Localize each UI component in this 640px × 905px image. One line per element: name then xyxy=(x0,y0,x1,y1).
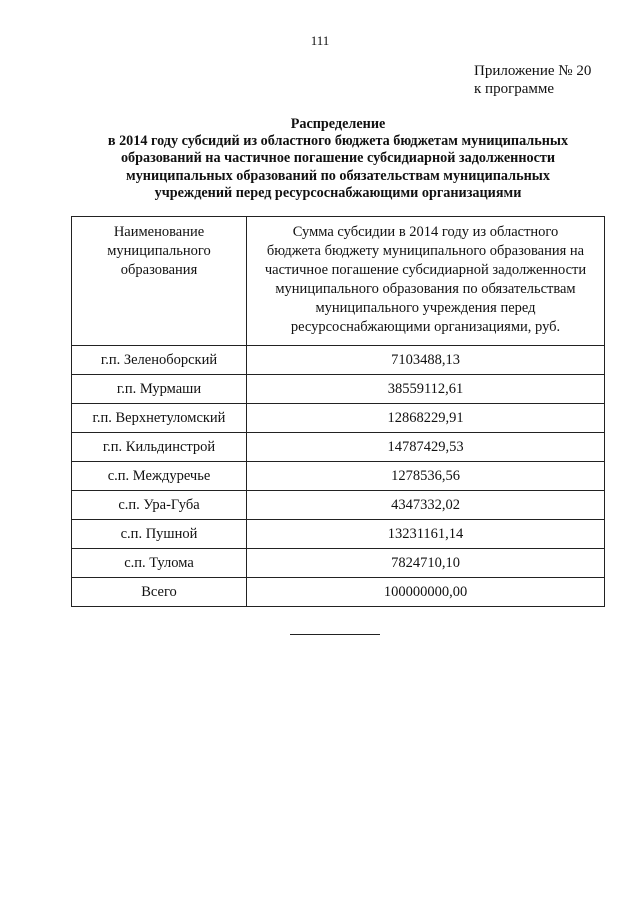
amount-cell: 14787429,53 xyxy=(247,433,605,462)
header-line: бюджета бюджету муниципального образования на xyxy=(266,243,585,259)
header-line: Наименование xyxy=(113,224,205,240)
appendix-number: Приложение № 20 xyxy=(474,63,592,79)
table-row xyxy=(72,346,605,375)
table-header-row xyxy=(72,217,605,346)
table-row xyxy=(72,375,605,404)
title-line: учреждений перед ресурсоснабжающими организациями xyxy=(154,184,522,201)
amount-cell: 4347332,02 xyxy=(247,491,605,520)
total-label-cell: Всего xyxy=(72,578,247,607)
municipality-cell: г.п. Кильдинстрой xyxy=(72,433,247,462)
header-subsidy-amount xyxy=(247,217,605,346)
appendix-reference: к программе xyxy=(474,81,555,97)
municipality-cell: г.п. Верхнетуломский xyxy=(72,404,247,433)
header-line: муниципального образования по обязательствам xyxy=(275,281,576,297)
table-row xyxy=(72,462,605,491)
header-line: муниципального учреждения перед xyxy=(315,300,536,316)
amount-cell: 1278536,56 xyxy=(247,462,605,491)
total-amount-cell: 100000000,00 xyxy=(247,578,605,607)
appendix-note xyxy=(474,62,591,98)
municipality-cell: с.п. Пушной xyxy=(72,520,247,549)
subsidy-table xyxy=(71,216,605,607)
municipality-cell: г.п. Мурмаши xyxy=(72,375,247,404)
table-total-row xyxy=(72,578,605,607)
header-line: ресурсоснабжающими организациями, руб. xyxy=(290,319,561,335)
title-line: муниципальных образований по обязательствам муниципальных xyxy=(126,167,550,184)
table-row xyxy=(72,491,605,520)
page-number: 111 xyxy=(310,33,330,48)
municipality-cell: с.п. Тулома xyxy=(72,549,247,578)
header-line: Сумма субсидии в 2014 году из областного xyxy=(292,224,559,240)
header-line: частичное погашение субсидиарной задолженности xyxy=(264,262,587,278)
header-municipality xyxy=(72,217,247,346)
document-title xyxy=(60,116,616,202)
municipality-cell: с.п. Междуречье xyxy=(72,462,247,491)
table-row xyxy=(72,520,605,549)
header-line: образования xyxy=(120,262,198,278)
title-line: Распределение xyxy=(290,116,386,132)
end-divider xyxy=(290,634,380,635)
municipality-cell: с.п. Ура-Губа xyxy=(72,491,247,520)
amount-cell: 7824710,10 xyxy=(247,549,605,578)
table-row xyxy=(72,404,605,433)
title-line: в 2014 году субсидий из областного бюджета бюджетам муниципальных xyxy=(107,133,569,150)
header-line: муниципального xyxy=(107,243,211,259)
amount-cell: 13231161,14 xyxy=(247,520,605,549)
title-line: образований на частичное погашение субсидиарной задолженности xyxy=(120,150,556,167)
table-row xyxy=(72,549,605,578)
amount-cell: 38559112,61 xyxy=(247,375,605,404)
table-row xyxy=(72,433,605,462)
amount-cell: 12868229,91 xyxy=(247,404,605,433)
amount-cell: 7103488,13 xyxy=(247,346,605,375)
municipality-cell: г.п. Зеленоборский xyxy=(72,346,247,375)
